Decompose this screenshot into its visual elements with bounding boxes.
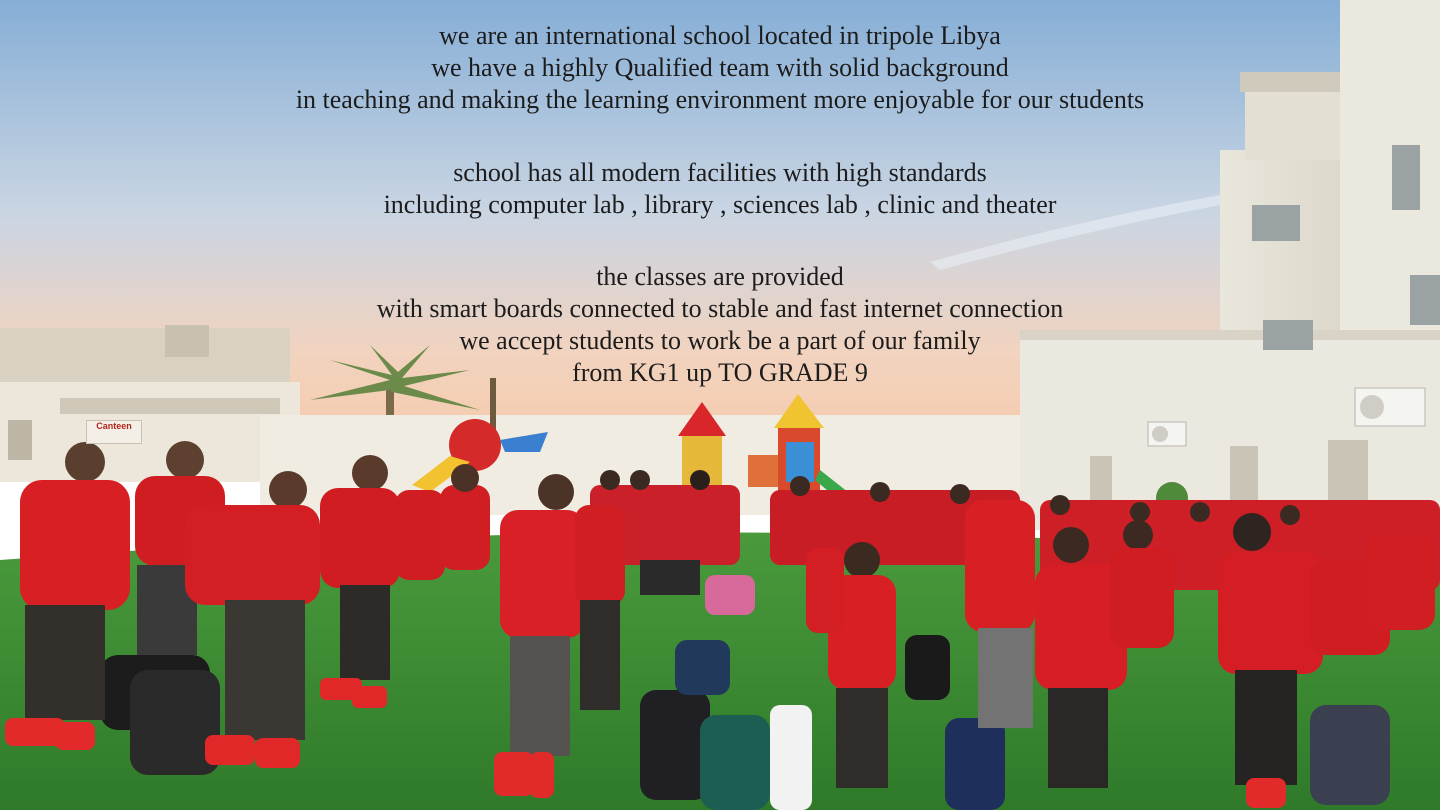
caption-line: including computer lab , library , sciences lab , clinic and theater	[383, 190, 1057, 219]
caption-paragraph-2	[0, 157, 1440, 221]
caption-line: from KG1 up TO GRADE 9	[572, 358, 868, 387]
caption-line: the classes are provided	[596, 262, 844, 291]
caption-line: in teaching and making the learning environment more enjoyable for our students	[295, 85, 1145, 114]
caption-line: we are an international school located in tripole Libya	[439, 21, 1001, 50]
caption-line: we have a highly Qualified team with solid background	[431, 53, 1009, 82]
caption-line: with smart boards connected to stable and fast internet connection	[376, 294, 1064, 323]
caption-line: we accept students to work be a part of our family	[459, 326, 981, 355]
canteen-sign: Canteen	[86, 420, 142, 444]
caption-line: school has all modern facilities with high standards	[453, 158, 987, 187]
caption-paragraph-1	[0, 20, 1440, 116]
caption-paragraph-3	[0, 261, 1440, 389]
